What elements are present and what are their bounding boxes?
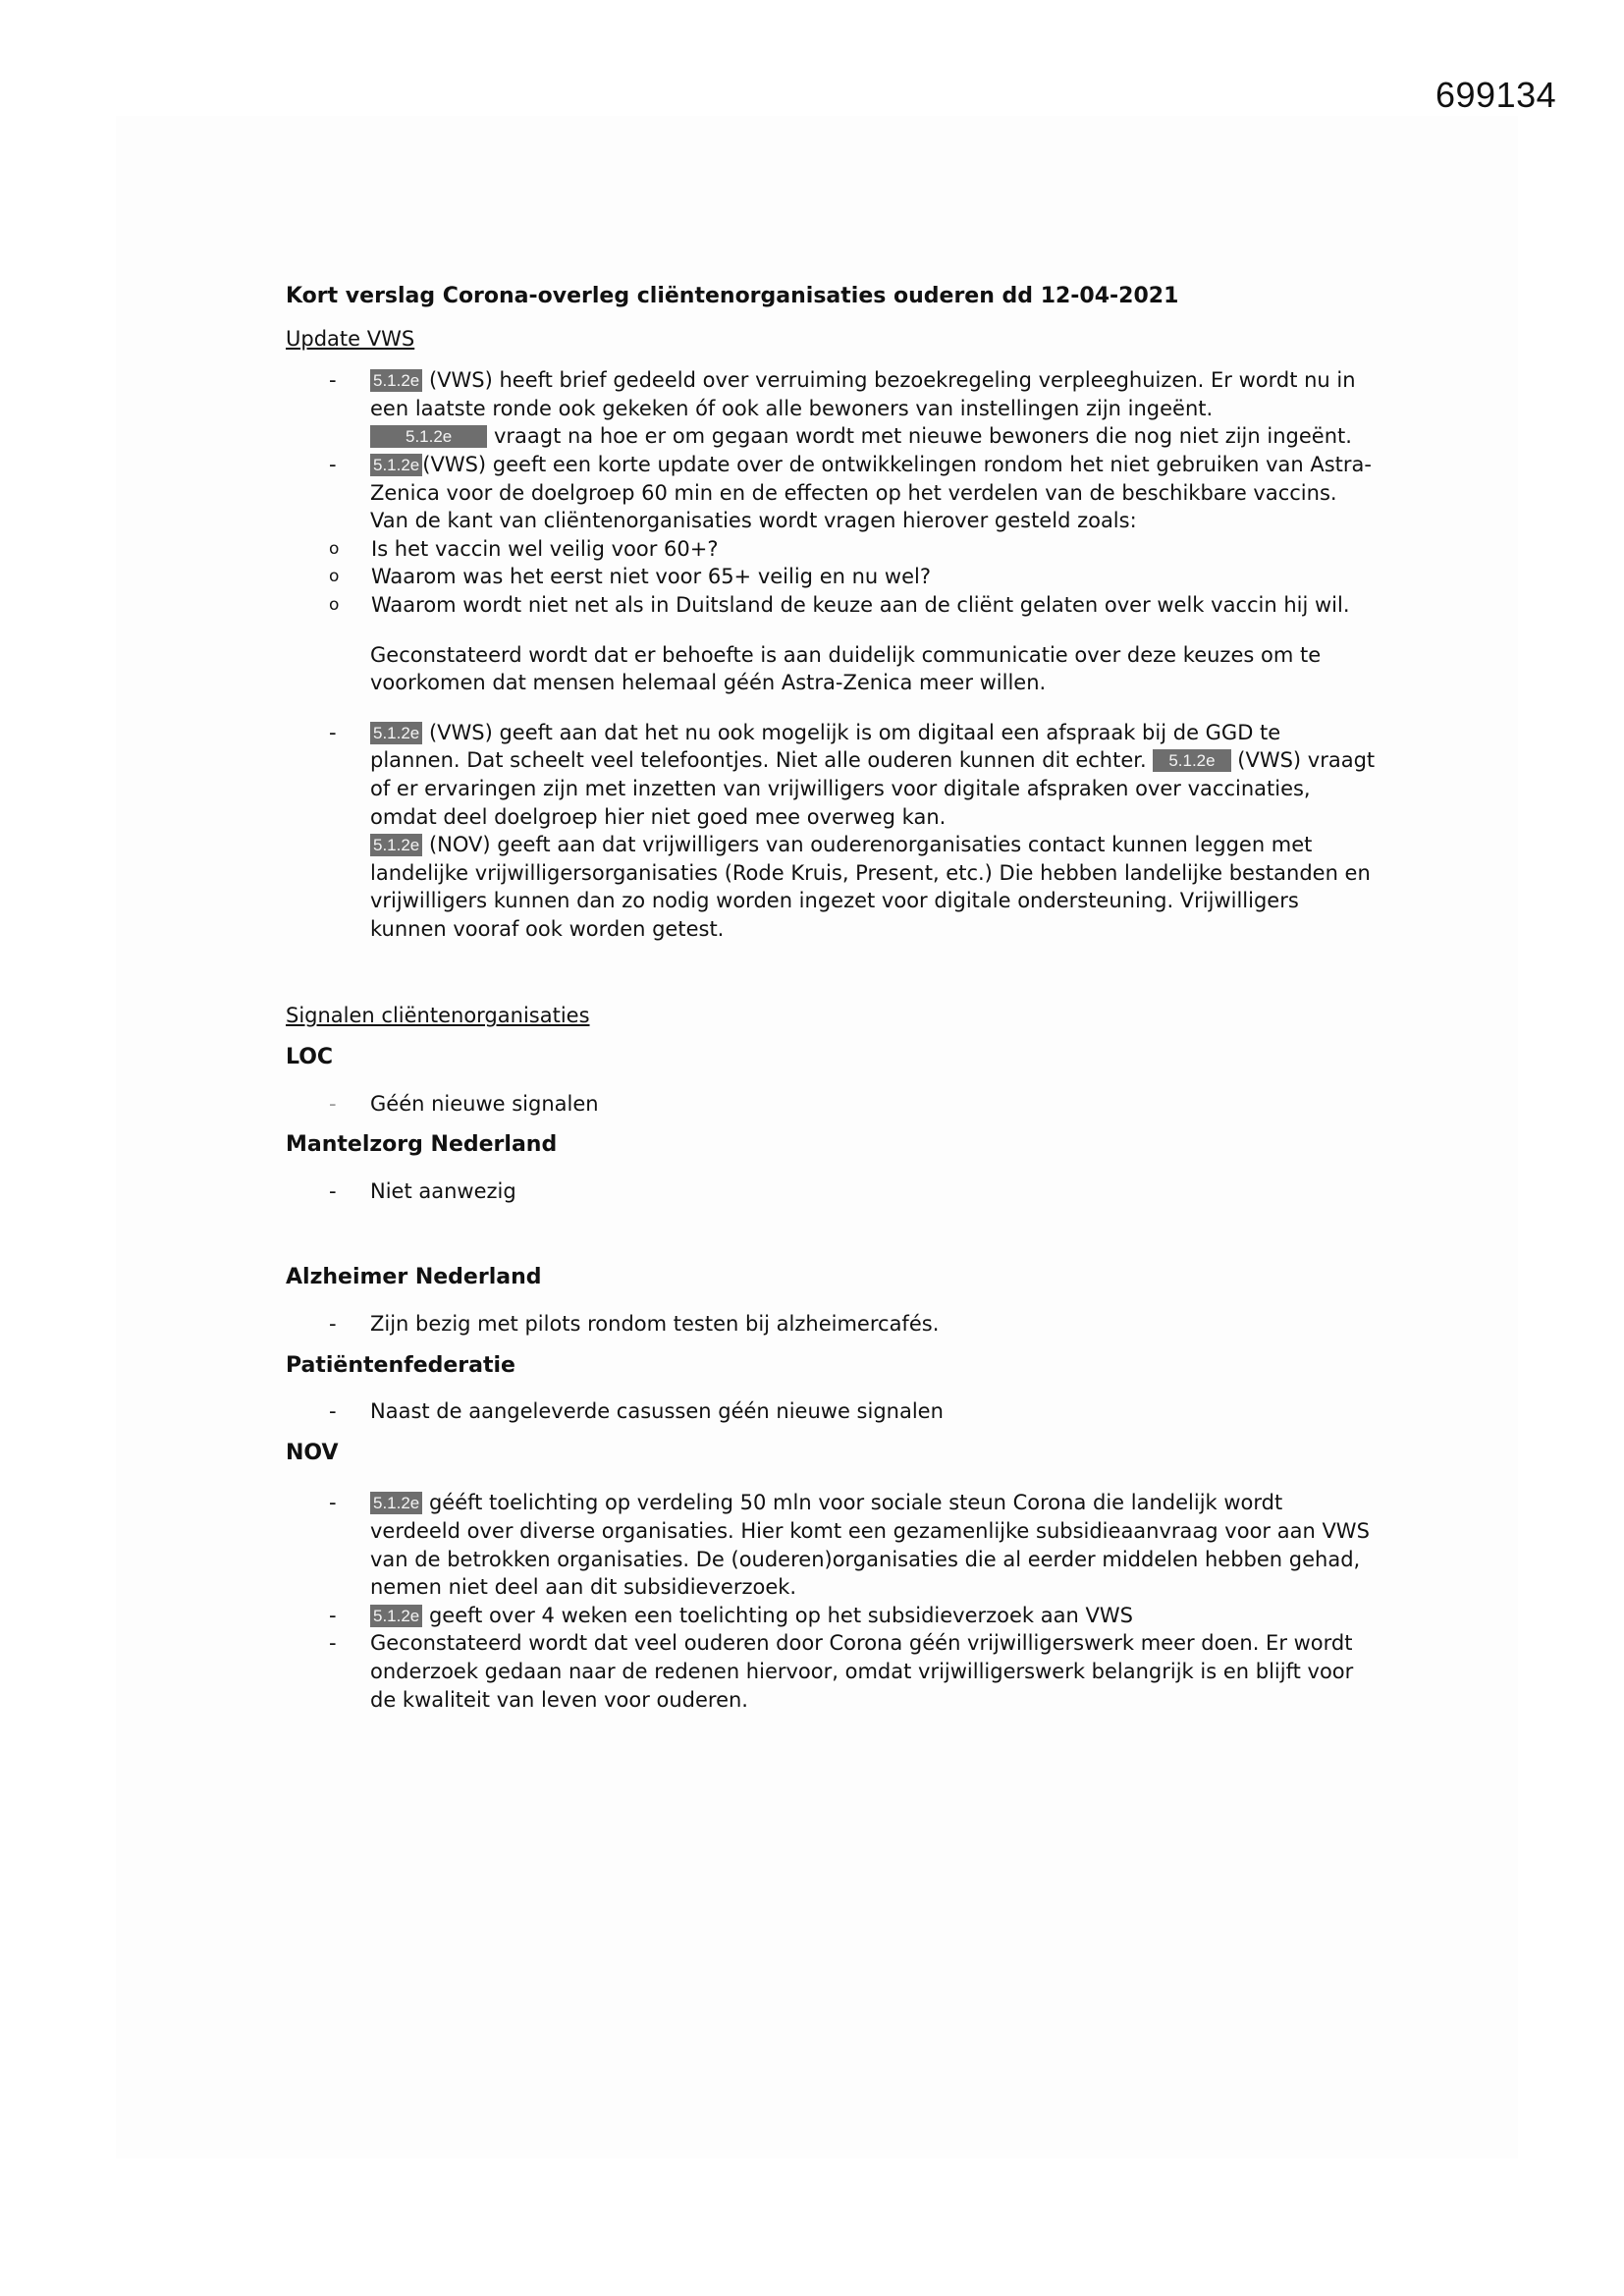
loc-list — [286, 1090, 1376, 1119]
list-item — [286, 1397, 1376, 1426]
sublist-text: Waarom wordt niet net als in Duitsland de keuze aan de cliënt gelaten over welk vaccin hij wil. — [371, 592, 1350, 617]
circle-bullet: o — [329, 538, 340, 559]
item-text: vraagt na hoe er om gegaan wordt met nieuwe bewoners die nog niet zijn ingeënt. — [487, 424, 1352, 449]
dash-bullet: - — [329, 1491, 337, 1515]
item-text: Geconstateerd wordt dat veel ouderen door Corona géén vrijwilligerswerk meer doen. Er wordt onderzoek gedaan naar de redenen hiervoor, omdat vrijwilligerswerk belangrijk is en blijft voor de kwaliteit van leven voor ouderen. — [370, 1631, 1354, 1712]
dash-bullet: - — [329, 1603, 337, 1627]
item-text: Niet aanwezig — [370, 1178, 516, 1203]
list-item — [286, 719, 1376, 944]
alzheimer-list — [286, 1310, 1376, 1339]
followup-paragraph: Geconstateerd wordt dat er behoefte is aan duidelijk communicatie over deze keuzes om te voorkomen dat mensen helemaal géén Astra-Zenica meer willen. — [370, 642, 1322, 695]
item-text: Géén nieuwe signalen — [370, 1091, 599, 1116]
item-text: (VWS) geeft een korte update over de ontwikkelingen rondom het niet gebruiken van Astra-Zenica voor de doelgroep 60 min en de effecten op het verdelen van de beschikbare vaccins. Van de kant van cliëntenorganisaties wordt vragen hierover gesteld zoals: — [370, 452, 1372, 533]
list-item — [286, 1177, 1376, 1206]
dash-bullet: - — [329, 1631, 337, 1656]
dash-bullet: - — [329, 720, 337, 744]
dash-bullet: - — [329, 368, 337, 393]
dash-bullet: - — [329, 1312, 337, 1337]
update-vws-list — [286, 366, 1376, 943]
nov-list — [286, 1489, 1376, 1714]
redaction-box: 5.1.2e — [370, 834, 422, 856]
item-text: gééft toelichting op verdeling 50 mln voor sociale steun Corona die landelijk wordt verdeeld over diverse organisaties. Hier komt een gezamenlijke subsidieaanvraag voor aan VWS van de betrokken organisaties. De (ouderen)organisaties die al eerder middelen hebben gehad, nemen niet deel aan dit subsidieverzoek. — [370, 1491, 1370, 1600]
sublist-text: Is het vaccin wel veilig voor 60+? — [371, 536, 719, 561]
mantelzorg-list — [286, 1177, 1376, 1206]
dash-bullet: - — [329, 452, 337, 476]
redaction-box: 5.1.2e — [370, 1605, 422, 1627]
circle-bullet: o — [329, 594, 340, 615]
circle-bullet: o — [329, 567, 340, 587]
redaction-box: 5.1.2e — [1153, 749, 1230, 772]
section-heading-signalen: Signalen cliëntenorganisaties — [286, 1004, 590, 1028]
list-item — [286, 451, 1376, 719]
item-text: (NOV) geeft aan dat vrijwilligers van ouderenorganisaties contact kunnen leggen met landelijke vrijwilligersorganisaties (Rode Kruis, Present, etc.) Die hebben landelijke bestanden en vrijwilligers kunnen dan zo nodig worden ingezet voor digitale ondersteuning. Vrijwilligers kunnen vooraf ook worden getest. — [370, 833, 1371, 941]
list-item — [286, 366, 1376, 451]
redaction-box: 5.1.2e — [370, 369, 422, 392]
redaction-box: 5.1.2e — [370, 1492, 422, 1514]
sublist-item — [286, 535, 1376, 564]
item-text: geeft over 4 weken een toelichting op het subsidieverzoek aan VWS — [422, 1603, 1133, 1627]
list-item — [286, 1310, 1376, 1339]
dash-bullet: - — [329, 1178, 337, 1203]
document-id: 699134 — [1435, 75, 1557, 115]
list-item — [286, 1602, 1376, 1630]
item-text: (VWS) heeft brief gedeeld over verruiming bezoekregeling verpleeghuizen. Er wordt nu in een laatste ronde ook gekeken óf ook alle bewoners van instellingen zijn ingeënt. — [370, 368, 1356, 420]
redaction-box: 5.1.2e — [370, 454, 422, 476]
list-item — [286, 1090, 1376, 1119]
patientenfederatie-list — [286, 1397, 1376, 1426]
org-heading-alzheimer: Alzheimer Nederland — [286, 1265, 542, 1290]
question-sublist — [286, 535, 1376, 620]
org-heading-loc: LOC — [286, 1045, 334, 1070]
dash-bullet: - — [329, 1399, 337, 1424]
list-item — [286, 1489, 1376, 1601]
sublist-item — [286, 563, 1376, 591]
list-item — [286, 1629, 1376, 1714]
item-text: (VWS) vraagt of er ervaringen zijn met inzetten van vrijwilligers voor digitale afspraken over vaccinaties, omdat deel doelgroep hier niet goed mee overweg kan. — [370, 748, 1376, 829]
org-heading-mantelzorg: Mantelzorg Nederland — [286, 1132, 558, 1158]
redaction-box: 5.1.2e — [370, 722, 422, 744]
sublist-text: Waarom was het eerst niet voor 65+ veilig en nu wel? — [371, 565, 931, 589]
section-heading-update-vws: Update VWS — [286, 326, 415, 351]
item-text: Naast de aangeleverde casussen géén nieuwe signalen — [370, 1399, 944, 1424]
document-body — [286, 283, 1376, 1714]
org-heading-nov: NOV — [286, 1440, 339, 1465]
redaction-box: 5.1.2e — [370, 425, 487, 448]
item-text: (VWS) geeft aan dat het nu ook mogelijk is om digitaal een afspraak bij de GGD te plannen. Dat scheelt veel telefoontjes. Niet alle ouderen kunnen dit echter. — [370, 720, 1281, 773]
document-title: Kort verslag Corona-overleg cliëntenorganisaties ouderen dd 12-04-2021 — [286, 284, 1179, 308]
org-heading-patientenfederatie: Patiëntenfederatie — [286, 1352, 515, 1378]
sublist-item — [286, 591, 1376, 620]
dash-bullet: - — [329, 1091, 337, 1116]
item-text: Zijn bezig met pilots rondom testen bij alzheimercafés. — [370, 1312, 940, 1337]
